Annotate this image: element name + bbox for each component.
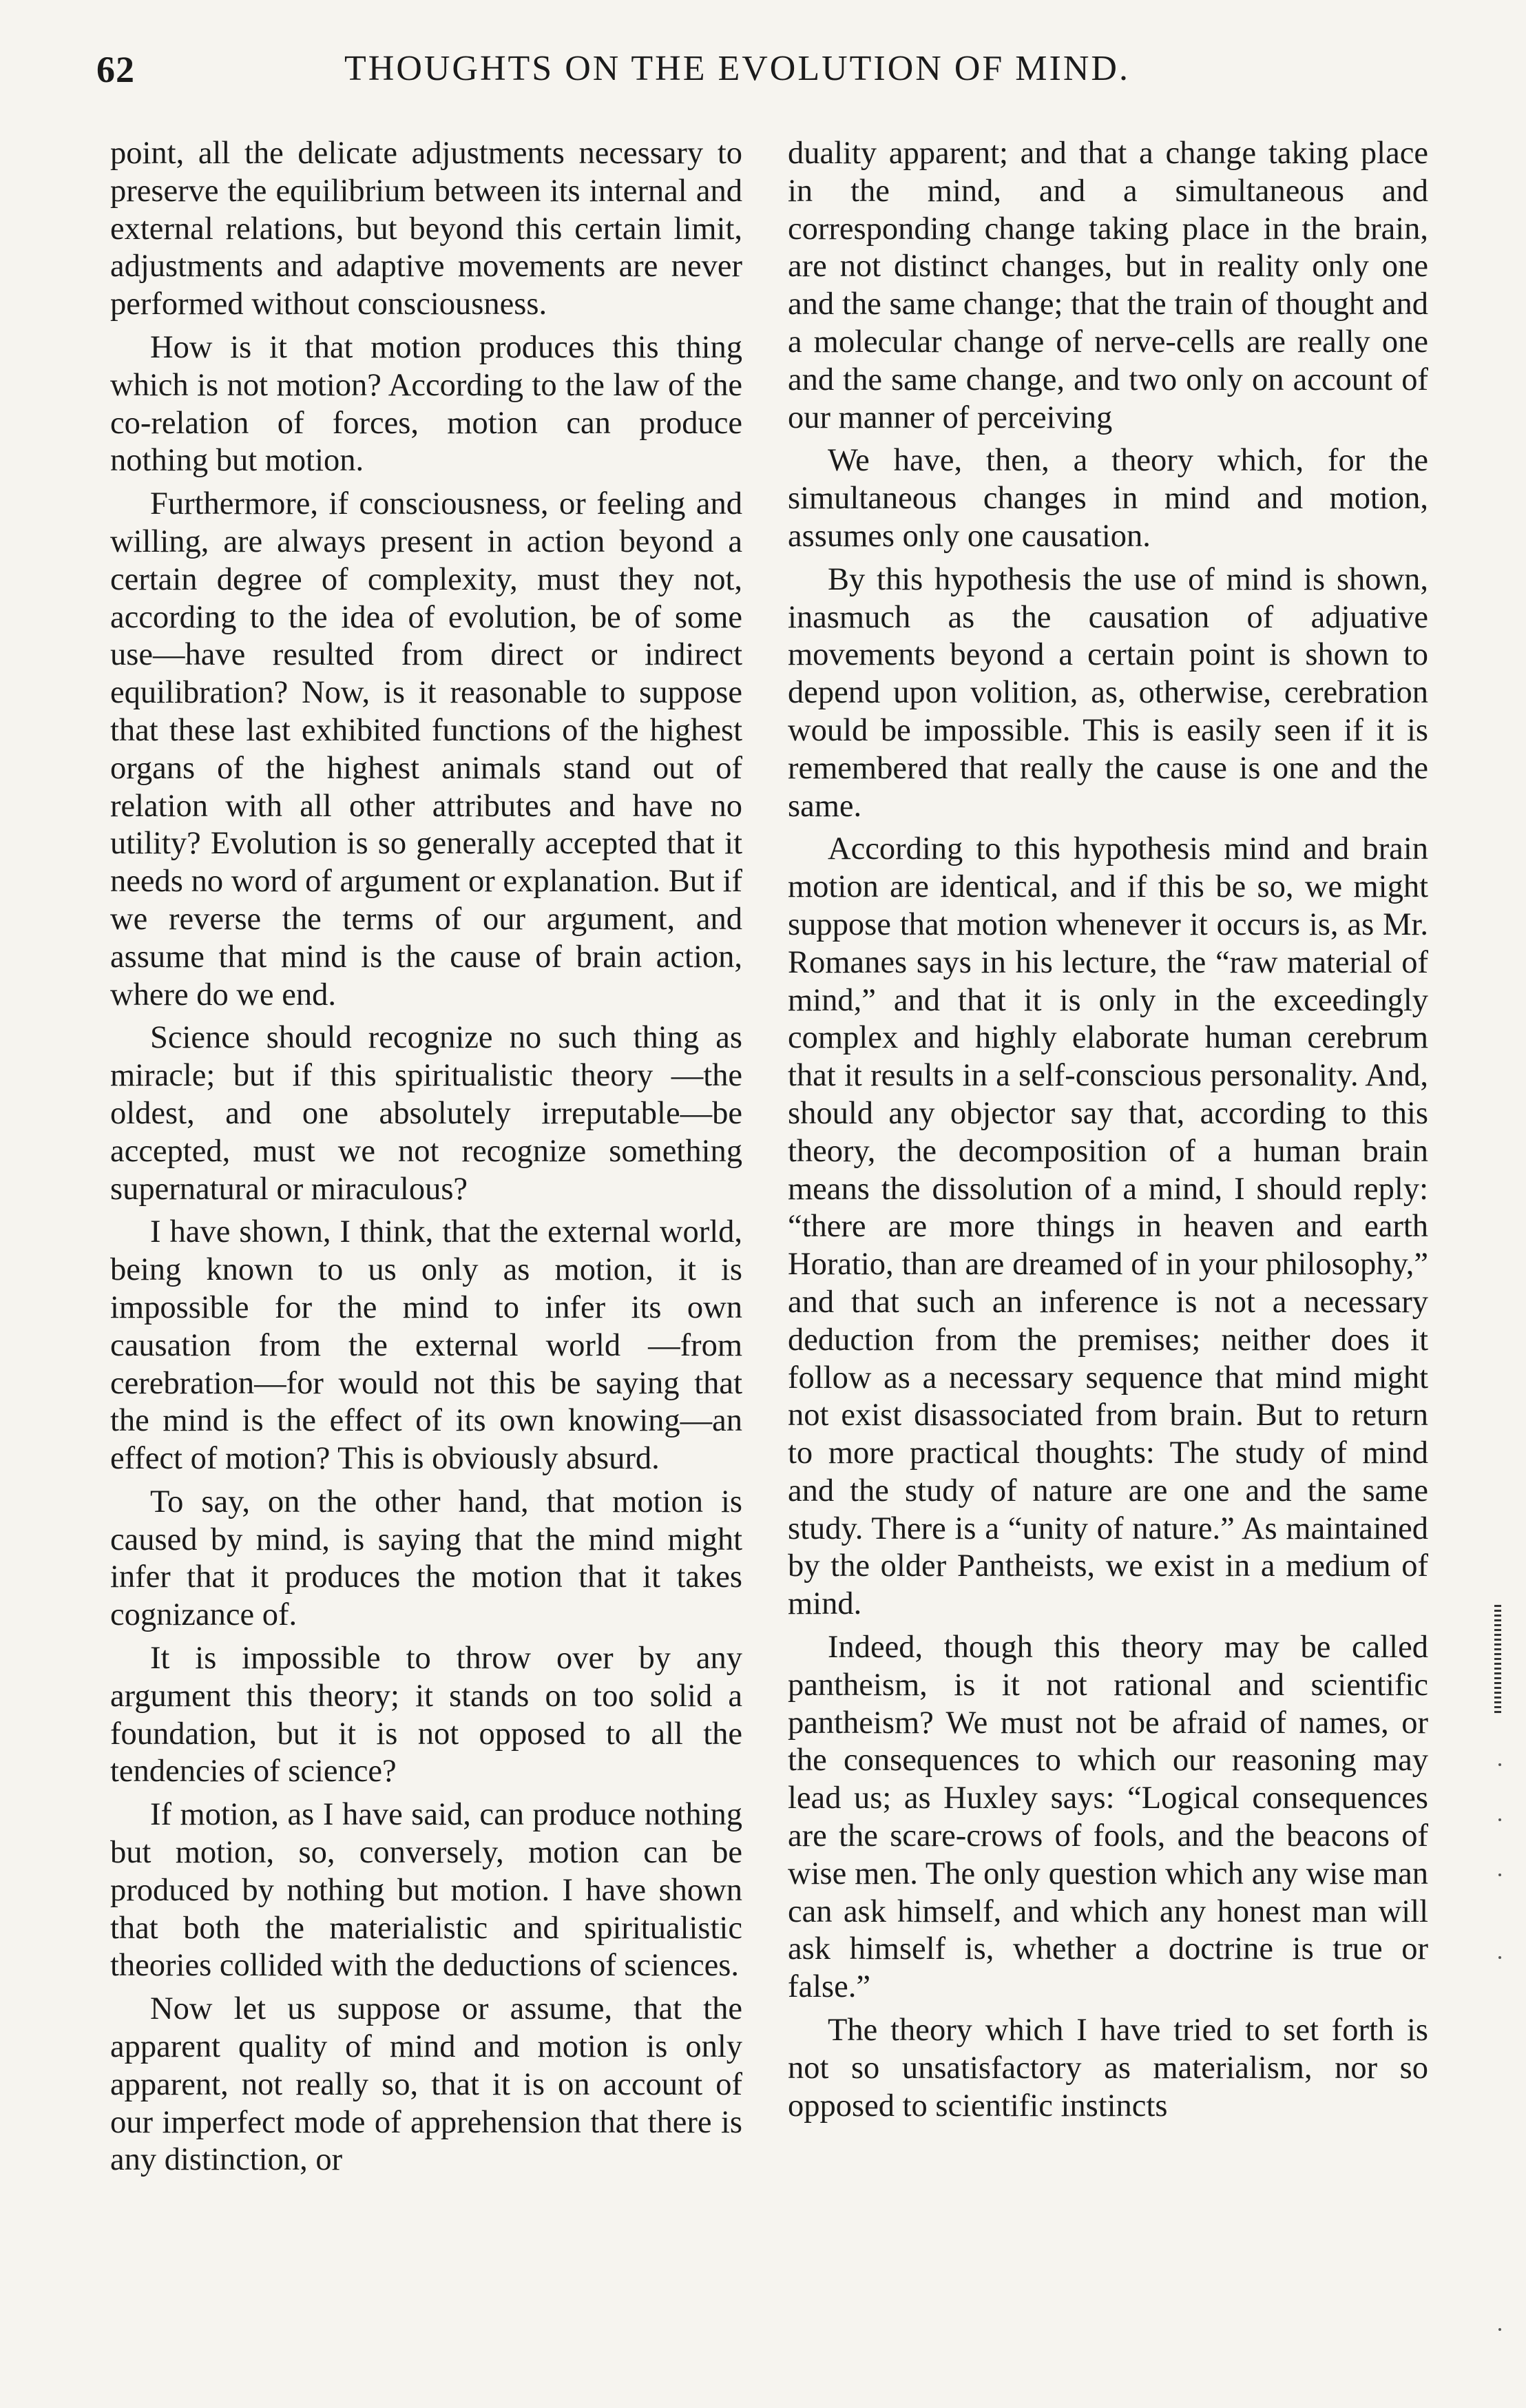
margin-dot — [1498, 1874, 1501, 1876]
left-column — [110, 135, 742, 2179]
paragraph: Now let us suppose or assume, that the apparent quality of mind and motion is only apparent, not really so, that it is on account of our imperfect mode of apprehension that there is any distinction, or — [110, 1991, 742, 2178]
page-number: 62 — [96, 49, 135, 90]
right-column — [788, 135, 1428, 2125]
margin-dot — [1498, 1763, 1501, 1766]
paragraph: Furthermore, if consciousness, or feeling and willing, are always present in action beyond a certain degree of complexity, must they not, according to the idea of evolution, be of some use—have resulted from direct or indirect equilibration? Now, is it reasonable to suppose that these last exhibited functions of the highest organs of the highest animals stand out of relation with all other attributes and have no utility? Evolution is so generally accepted that it needs no word of argument or explanation. But if we reverse the terms of our argument, and assume that mind is the cause of brain action, where do we end. — [110, 486, 742, 1013]
page-header — [96, 48, 1460, 103]
paragraph: It is impossible to throw over by any argument this theory; it stands on too solid a foundation, but it is not opposed to all the tendencies of science? — [110, 1641, 742, 1789]
paragraph: The theory which I have tried to set forth is not so unsatisfactory as materialism, nor so opposed to scientific instincts — [788, 2013, 1428, 2124]
paragraph: We have, then, a theory which, for the simultaneous changes in mind and motion, assumes only one causation. — [788, 443, 1428, 554]
margin-dot — [1498, 1956, 1501, 1959]
margin-dot — [1498, 1818, 1501, 1821]
paragraph: point, all the delicate adjustments necessary to preserve the equilibrium between its internal and external relations, but beyond this certain limit, adjustments and adaptive movements are never performed without consciousness. — [110, 136, 742, 322]
paragraph: If motion, as I have said, can produce nothing but motion, so, conversely, motion can be produced by nothing but motion. I have shown that both the materialistic and spiritualistic theories collided with the deductions of sciences. — [110, 1797, 742, 1984]
paragraph: According to this hypothesis mind and brain motion are identical, and if this be so, we might suppose that motion whenever it occurs is, as Mr. Romanes says in his lecture, the “raw material of mind,” and that it is only in the exceedingly complex and highly elaborate human cerebrum that it results in a self-conscious personality. And, should any objector say that, according to this theory, the decomposition of a human brain means the dissolution of a mind, I should reply: “there are more things in heaven and earth Horatio, than are dreamed of in your philosophy,” and that such an inference is not a necessary deduction from the premises; neither does it follow as a necessary sequence that mind might not exist disassociated from brain. But to return to more practical thoughts: The study of mind and the study of nature are one and the same study. There is a “unity of nature.” As maintained by the older Pantheists, we exist in a medium of mind. — [788, 831, 1428, 1622]
margin-mark — [1494, 1605, 1501, 1715]
paragraph: I have shown, I think, that the external world, being known to us only as motion, it is impossible for the mind to infer its own causation from the external world —from cerebration—for would not this be saying that the mind is the effect of its own knowing—an effect of motion? This is obviously absurd. — [110, 1214, 742, 1477]
paragraph: To say, on the other hand, that motion is caused by mind, is saying that the mind might infer that it produces the motion that it takes cognizance of. — [110, 1484, 742, 1633]
paragraph: How is it that motion produces this thing which is not motion? According to the law of the co-relation of forces, motion can produce nothing but motion. — [110, 329, 742, 479]
running-title: THOUGHTS ON THE EVOLUTION OF MIND. — [344, 49, 1130, 88]
paragraph: Indeed, though this theory may be called pantheism, is it not rational and scientific pantheism? We must not be afraid of names, or the consequences to which our reasoning may lead us; as Huxley says: “Logical consequences are the scare-crows of fools, and the beacons of wise men. The only question which any wise man can ask himself, and which any honest man will ask himself is, whether a doctrine is true or false.” — [788, 1630, 1428, 2005]
paragraph: By this hypothesis the use of mind is shown, inasmuch as the causation of adjuative movements beyond a certain point is shown to depend upon volition, as, otherwise, cerebration would be impossible. This is easily seen if it is remembered that really the cause is one and the same. — [788, 561, 1428, 824]
paragraph: duality apparent; and that a change taking place in the mind, and a simultaneous and corresponding change taking place in the brain, are not distinct changes, but in reality only one and the same change; that the train of thought and a molecular change of nerve-cells are really one and the same change, and two only on account of our manner of perceiving — [788, 136, 1428, 435]
paragraph: Science should recognize no such thing as miracle; but if this spiritualistic theory —the oldest, and one absolutely irreputable—be accepted, must we not recognize something supernatural or miraculous? — [110, 1020, 742, 1207]
margin-dot — [1498, 2328, 1501, 2331]
